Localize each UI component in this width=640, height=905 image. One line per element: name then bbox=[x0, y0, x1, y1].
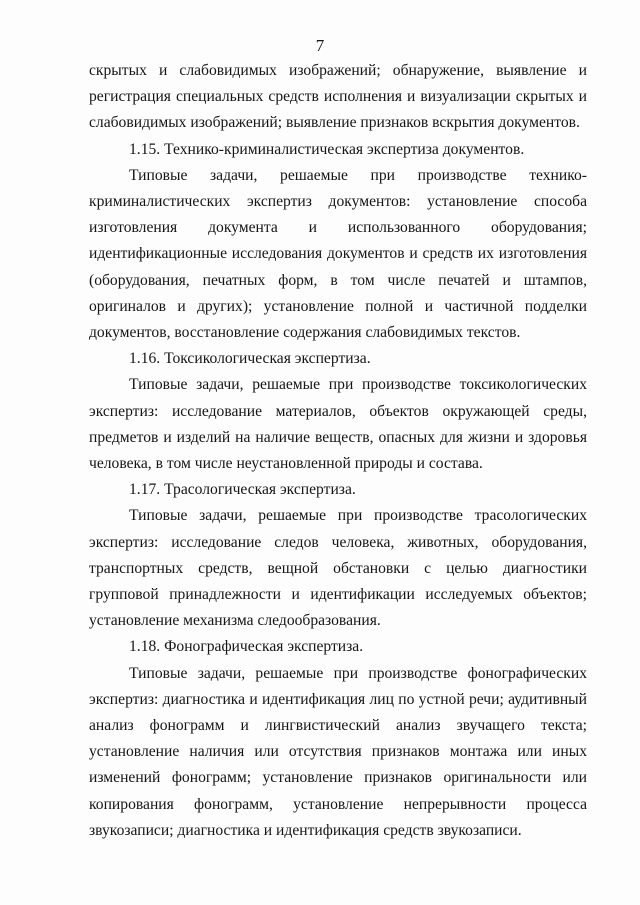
document-body bbox=[89, 58, 587, 844]
paragraph-1-18-tasks: Типовые задачи, решаемые при производстве фонографических экспертиз: диагностика и идентификация лиц по устной речи; аудитивный анализ фонограмм и лингвистический анализ звучащего текста; установление наличия или отсутствия признаков монтажа или иных изменений фонограмм; установление признаков оригинальности или копирования фонограмм, установление непрерывности процесса звукозаписи; диагностика и идентификация средств звукозаписи. bbox=[89, 664, 587, 839]
section-heading-1-18: 1.18. Фонографическая экспертиза. bbox=[129, 638, 364, 656]
page-number: 7 bbox=[315, 36, 325, 55]
section-heading-1-16: 1.16. Токсикологическая экспертиза. bbox=[129, 350, 371, 368]
section-heading-1-15: 1.15. Технико-криминалистическая экспертиза документов. bbox=[129, 140, 525, 158]
paragraph-1-16-tasks: Типовые задачи, решаемые при производстве токсикологических экспертиз: исследование материалов, объектов окружающей среды, предметов и изделий на наличие веществ, опасных для жизни и здоровья человека, в том числе неустановленной природы и состава. bbox=[89, 376, 587, 473]
paragraph-1-15-tasks: Типовые задачи, решаемые при производстве технико-криминалистических экспертиз документов: установление способа изготовления документа и использованного оборудования; идентификационные исследования документов и средств их изготовления (оборудования, печатных форм, в том числе печатей и штампов, оригиналов и других); установление полной и частичной подделки документов, восстановление содержания слабовидимых текстов. bbox=[89, 166, 587, 342]
paragraph-1-17-tasks: Типовые задачи, решаемые при производстве трасологических экспертиз: исследование следов человека, животных, оборудования, транспортных средств, вещной обстановки с целью диагностики групповой принадлежности и идентификации исследуемых объектов; установление механизма следообразования. bbox=[89, 507, 587, 630]
paragraph-continuation: скрытых и слабовидимых изображений; обнаружение, выявление и регистрация специальных средств исполнения и визуализации скрытых и слабовидимых изображений; выявление признаков вскрытия документов. bbox=[89, 62, 587, 132]
section-heading-1-17: 1.17. Трасологическая экспертиза. bbox=[129, 481, 356, 499]
